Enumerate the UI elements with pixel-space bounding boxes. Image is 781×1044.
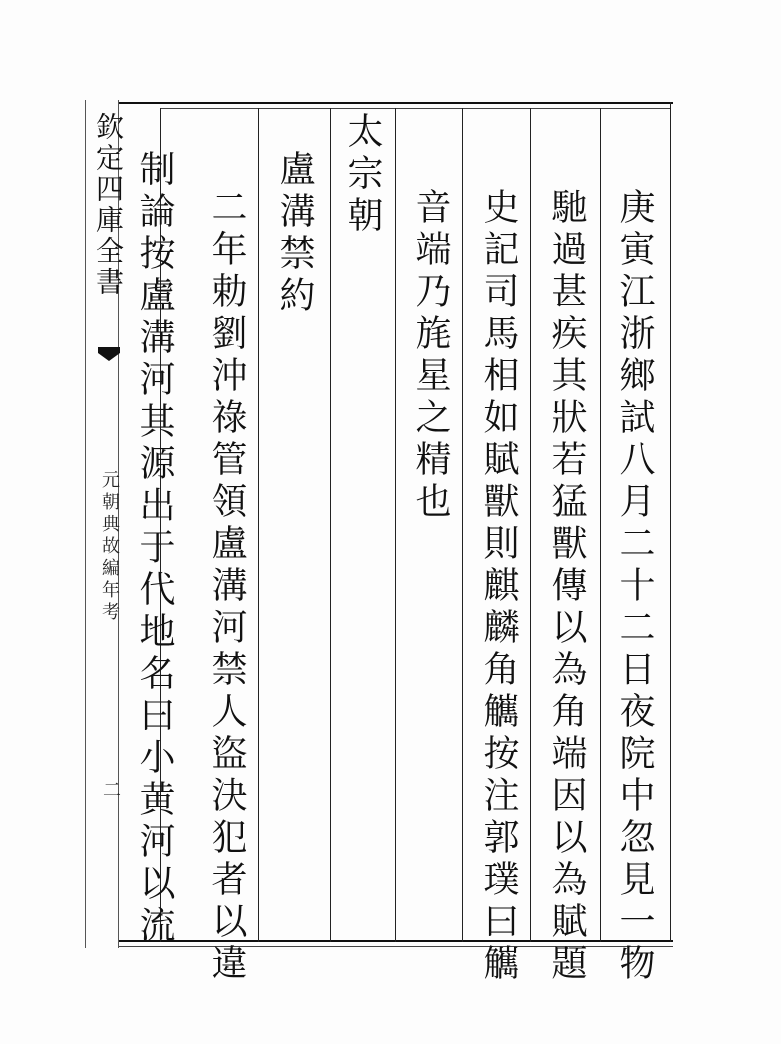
top-border-inner: [160, 108, 670, 109]
column-rule: [462, 108, 463, 942]
bottom-border-inner: [118, 946, 673, 947]
text-column-1: 庚寅江浙鄉試八月二十二日夜院中忽見一物: [614, 188, 655, 986]
margin-title: 欽定四庫全書: [92, 112, 125, 298]
text-column-3: 史記司馬相如賦獸則麒麟角觽按注郭璞曰觽: [478, 188, 519, 986]
top-border: [118, 102, 673, 104]
text-column-4: 音端乃旄星之精也: [410, 188, 451, 524]
fishtail-mark-icon: [96, 345, 122, 367]
margin-page-number: 二: [100, 780, 121, 798]
text-column-2: 馳過甚疾其狀若猛獸傳以為角端因以為賦題: [546, 188, 587, 986]
subsection-heading: 盧溝禁約: [274, 150, 315, 318]
column-rule: [395, 108, 396, 942]
column-rule: [330, 108, 331, 942]
section-heading: 太宗朝: [342, 112, 383, 238]
text-column-7: 二年勅劉沖祿管領盧溝河禁人盜決犯者以違: [206, 188, 247, 986]
column-rule: [670, 102, 671, 942]
column-rule: [258, 108, 259, 942]
column-rule: [530, 108, 531, 942]
margin-rule-outer: [85, 100, 86, 948]
column-rule: [600, 108, 601, 942]
margin-book-title: 元朝典故編年考: [99, 470, 120, 624]
text-column-8: 制論按盧溝河其源出于代地名曰小黄河以流: [134, 150, 175, 948]
